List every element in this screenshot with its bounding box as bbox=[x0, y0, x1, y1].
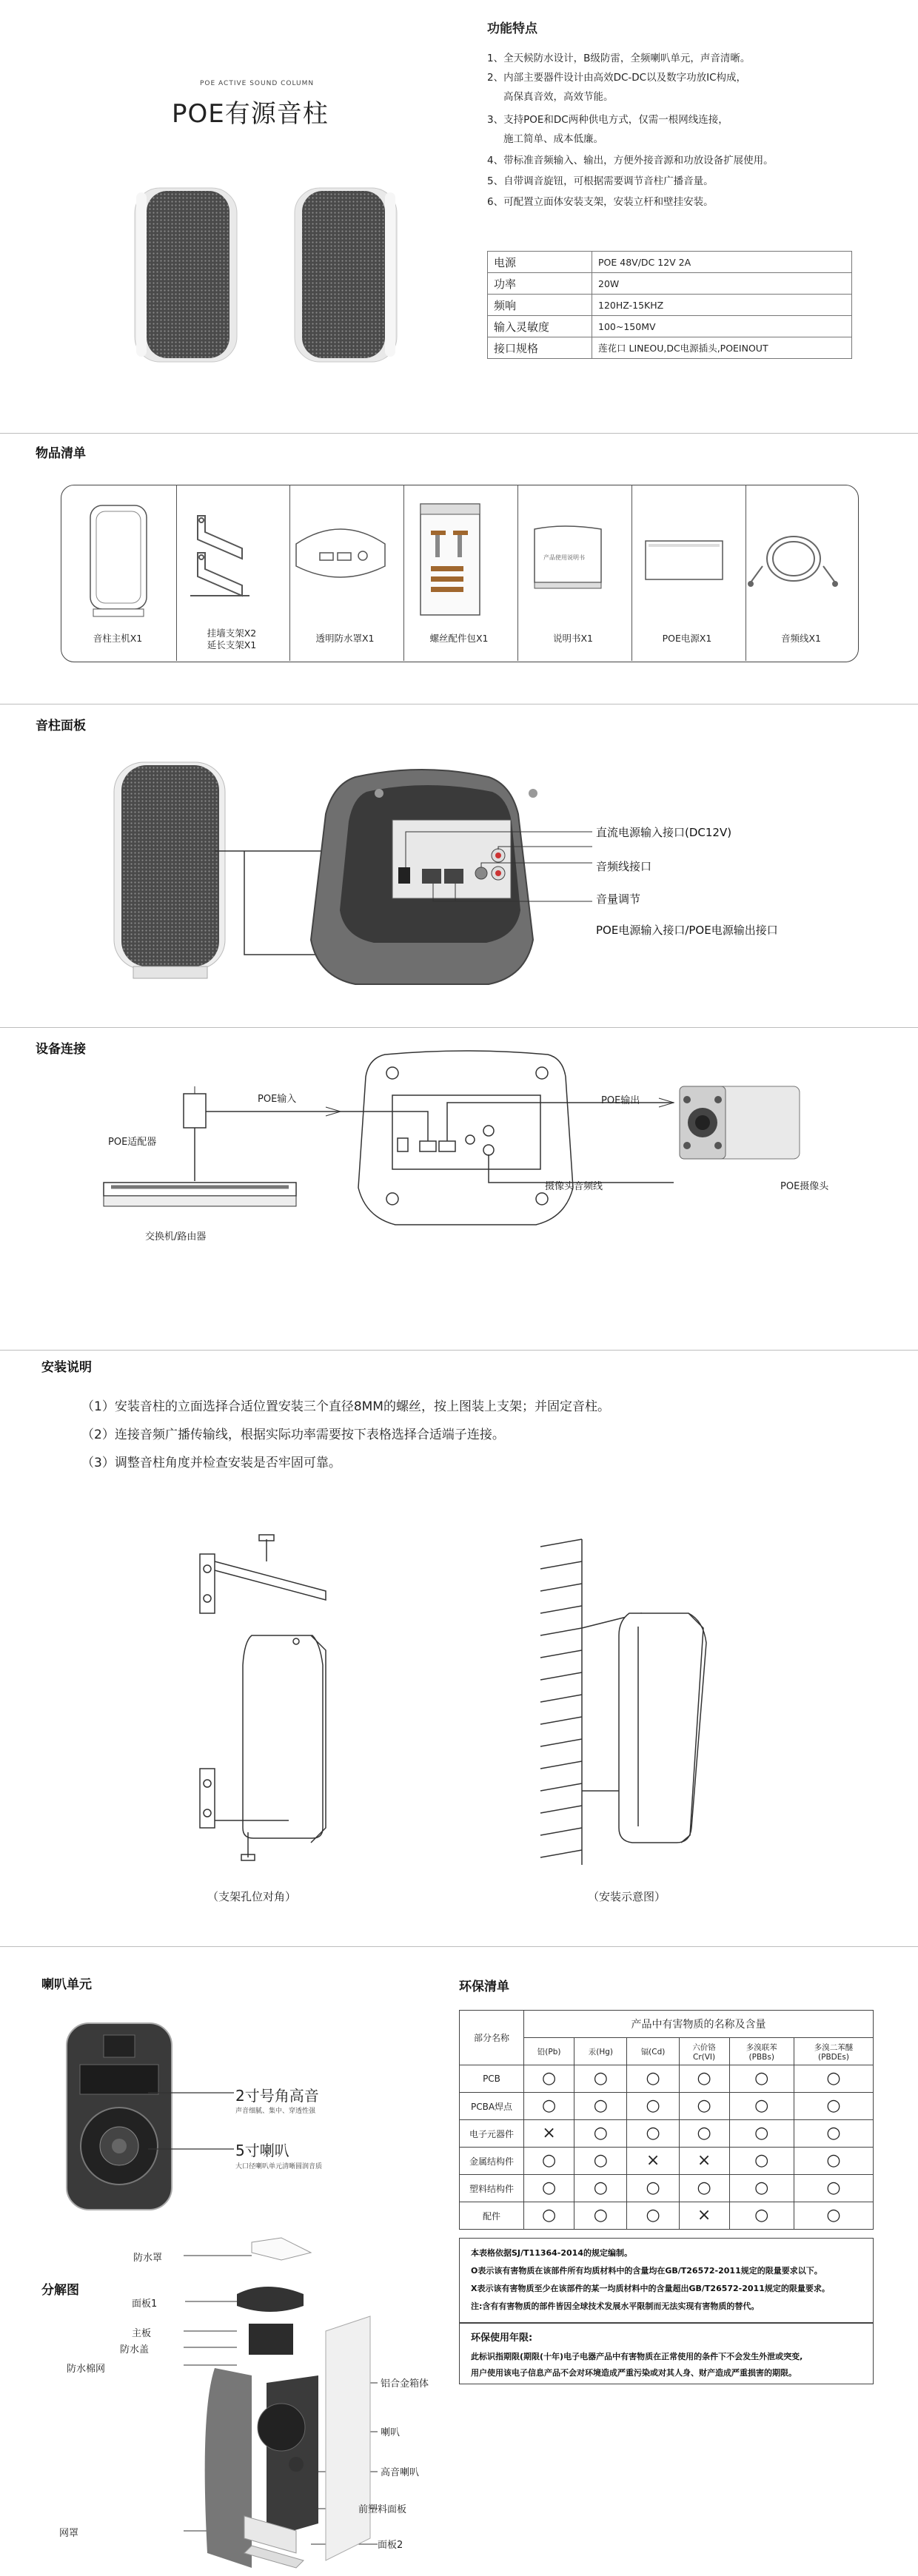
env-usage-line: 此标识指期限(期限(十年)电子电器产品中有害物质在正常使用的条件下不会发生外泄或突变, bbox=[471, 2352, 803, 2361]
divider bbox=[0, 433, 918, 434]
accessory-label: 螺丝配件包X1 bbox=[429, 633, 489, 644]
spec-row bbox=[488, 252, 852, 273]
install-caption-right: （安装示意图） bbox=[588, 1890, 666, 1903]
accessory-label: 透明防水罩X1 bbox=[315, 633, 375, 644]
env-row bbox=[460, 2175, 874, 2202]
accessories-title: 物品清单 bbox=[36, 446, 86, 461]
exploded-label-tweeter: 高音喇叭 bbox=[381, 2467, 420, 2478]
env-col-header-line: 多溴二苯醚 bbox=[814, 2042, 854, 2052]
spec-value: 120HZ-15KHZ bbox=[592, 295, 852, 316]
spec-value: 100~150MV bbox=[592, 316, 852, 337]
env-mark: ○ bbox=[729, 2148, 794, 2175]
panel-callout-poe: POE电源输入接口/POE电源输出接口 bbox=[596, 924, 778, 937]
divider bbox=[0, 1027, 918, 1028]
env-mark: × bbox=[679, 2202, 729, 2230]
env-row-name: PCBA焊点 bbox=[460, 2093, 524, 2120]
hero-title: POE有源音柱 bbox=[172, 99, 329, 129]
feature-line: 2、内部主要器件设计由高效DC-DC以及数字功放IC构成， bbox=[487, 72, 747, 84]
panel-diagram bbox=[104, 755, 637, 992]
poe-power-icon bbox=[646, 541, 723, 579]
spec-key: 接口规格 bbox=[488, 337, 592, 359]
rear-panel-image bbox=[311, 770, 537, 984]
tweeter-desc: 声音细腻、集中、穿透性强 bbox=[235, 2108, 316, 2115]
env-mark: ○ bbox=[627, 2175, 679, 2202]
env-row bbox=[460, 2093, 874, 2120]
spec-value: POE 48V/DC 12V 2A bbox=[592, 252, 852, 273]
spec-row bbox=[488, 295, 852, 316]
install-title: 安装说明 bbox=[41, 1360, 92, 1375]
env-title: 环保清单 bbox=[459, 1980, 509, 1994]
env-mark: ○ bbox=[574, 2065, 627, 2093]
connection-diagram bbox=[74, 1051, 829, 1243]
panel-title: 音柱面板 bbox=[36, 719, 86, 733]
bracket-icon bbox=[190, 516, 249, 596]
divider bbox=[0, 1350, 918, 1351]
env-col-header bbox=[794, 2038, 873, 2065]
poe-camera-icon bbox=[680, 1086, 800, 1159]
exploded-label-board: 主板 bbox=[132, 2328, 152, 2339]
speaker-icon bbox=[90, 505, 147, 616]
panel-callout-dc: 直流电源输入接口(DC12V) bbox=[596, 826, 732, 839]
env-mark: ○ bbox=[574, 2175, 627, 2202]
env-row-name: 金属结构件 bbox=[460, 2148, 524, 2175]
env-part-header: 部分名称 bbox=[460, 2011, 524, 2065]
env-mark: ○ bbox=[574, 2120, 627, 2148]
exploded-label-grille: 网罩 bbox=[59, 2528, 79, 2539]
waterproof-cover-icon bbox=[296, 529, 385, 577]
exploded-title: 分解图 bbox=[41, 2283, 79, 2298]
env-row bbox=[460, 2120, 874, 2148]
accessory-label: 音频线X1 bbox=[780, 633, 822, 644]
env-col-header-line: 多溴联苯 bbox=[746, 2042, 777, 2052]
env-mark: ○ bbox=[627, 2065, 679, 2093]
exploded-label-panel2: 面板2 bbox=[378, 2540, 403, 2551]
hero-subtitle: POE ACTIVE SOUND COLUMN bbox=[200, 80, 315, 87]
spec-row bbox=[488, 273, 852, 295]
env-mark: × bbox=[627, 2148, 679, 2175]
speaker-left bbox=[135, 188, 237, 362]
poe-adapter-label: POE适配器 bbox=[108, 1137, 157, 1148]
env-col-header: 镉(Cd) bbox=[627, 2038, 679, 2065]
env-note: O表示该有害物质在该部件所有均质材料中的含量均在GB/T26572-2011规定的限量要求以下。 bbox=[471, 2266, 822, 2276]
env-col-header-line: 六价铬 bbox=[692, 2042, 716, 2052]
env-mark: ○ bbox=[627, 2120, 679, 2148]
spec-value: 20W bbox=[592, 273, 852, 295]
exploded-label-front-panel: 前塑料面板 bbox=[358, 2504, 407, 2515]
switch-router-icon bbox=[104, 1183, 296, 1206]
env-mark: ○ bbox=[794, 2093, 873, 2120]
exploded-label-mesh: 防水棉网 bbox=[67, 2364, 106, 2375]
env-mark: ○ bbox=[627, 2093, 679, 2120]
spec-key: 功率 bbox=[488, 273, 592, 295]
feature-line: 6、可配置立面体安装支架，安装立杆和壁挂安装。 bbox=[487, 196, 714, 208]
env-row-name: 塑料结构件 bbox=[460, 2175, 524, 2202]
camera-label: POE摄像头 bbox=[780, 1181, 829, 1192]
accessory-label bbox=[178, 628, 286, 651]
env-mark: ○ bbox=[574, 2093, 627, 2120]
horn-title: 喇叭单元 bbox=[41, 1977, 92, 1992]
env-row-name: PCB bbox=[460, 2065, 524, 2093]
env-mark: ○ bbox=[574, 2202, 627, 2230]
env-mark: ○ bbox=[679, 2093, 729, 2120]
env-mark: ○ bbox=[794, 2120, 873, 2148]
spec-key: 输入灵敏度 bbox=[488, 316, 592, 337]
env-mark: ○ bbox=[524, 2065, 574, 2093]
switch-label: 交换机/路由器 bbox=[145, 1231, 207, 1242]
feature-line: 1、全天候防水设计，B级防雷，全频喇叭单元，声音清晰。 bbox=[487, 53, 751, 64]
env-mark: ○ bbox=[794, 2148, 873, 2175]
env-mark: ○ bbox=[524, 2175, 574, 2202]
install-step: （1）安装音柱的立面选择合适位置安装三个直径8MM的螺丝，按上图装上支架；并固定音柱。 bbox=[81, 1399, 610, 1414]
bracket-diagram bbox=[178, 1539, 370, 1865]
env-main-header: 产品中有害物质的名称及含量 bbox=[524, 2011, 874, 2038]
env-mark: ○ bbox=[679, 2175, 729, 2202]
env-col-header bbox=[729, 2038, 794, 2065]
env-row bbox=[460, 2065, 874, 2093]
exploded-label-housing: 铝合金箱体 bbox=[381, 2378, 429, 2390]
env-mark: ○ bbox=[729, 2120, 794, 2148]
features-title: 功能特点 bbox=[487, 21, 537, 36]
env-usage-title: 环保使用年限: bbox=[471, 2333, 533, 2344]
exploded-label-panel1: 面板1 bbox=[132, 2298, 158, 2310]
env-col-header-line: (PBDEs) bbox=[818, 2052, 849, 2062]
speaker-right bbox=[295, 188, 397, 362]
horn-callout-lines bbox=[148, 2087, 237, 2176]
env-mark: ○ bbox=[524, 2202, 574, 2230]
env-note: 注:含有有害物质的部件皆因全球技术发展水平限制而无法实现有害物质的替代。 bbox=[471, 2301, 760, 2311]
accessory-label: 说明书X1 bbox=[552, 633, 594, 644]
spec-table bbox=[487, 251, 852, 359]
spec-key: 频响 bbox=[488, 295, 592, 316]
env-col-header: 汞(Hg) bbox=[574, 2038, 627, 2065]
env-mark: ○ bbox=[729, 2175, 794, 2202]
env-col-header: 铅(Pb) bbox=[524, 2038, 574, 2065]
speaker-rear-line-drawing bbox=[358, 1051, 573, 1225]
env-col-header-line: (PBBs) bbox=[748, 2052, 774, 2062]
install-step: （2）连接音频广播传输线，根据实际功率需要按下表格选择合适端子连接。 bbox=[81, 1427, 505, 1442]
env-mark: ○ bbox=[574, 2148, 627, 2175]
env-mark: ○ bbox=[794, 2065, 873, 2093]
exploded-label-cover: 防水罩 bbox=[133, 2253, 163, 2264]
env-col-header bbox=[679, 2038, 729, 2065]
accessory-label: 音柱主机X1 bbox=[93, 633, 143, 644]
wall-mount-diagram bbox=[533, 1539, 748, 1865]
feature-line: 3、支持POE和DC两种供电方式，仅需一根网线连接， bbox=[487, 114, 728, 126]
screw-bag-icon bbox=[421, 504, 480, 615]
env-mark: ○ bbox=[679, 2065, 729, 2093]
speaker-product-image bbox=[126, 178, 415, 370]
env-mark: ○ bbox=[729, 2093, 794, 2120]
env-col-header-line: Cr(VI) bbox=[693, 2052, 716, 2062]
manual-cover-text: 产品使用说明书 bbox=[543, 554, 585, 561]
spec-value: 莲花口 LINEOU,DC电源插头,POEINOUT bbox=[592, 337, 852, 359]
spec-row bbox=[488, 316, 852, 337]
feature-line: 高保真音效，高效节能。 bbox=[503, 91, 614, 103]
exploded-label-waterproof-lid: 防水盖 bbox=[120, 2344, 150, 2355]
install-step: （3）调整音柱角度并检查安装是否牢固可靠。 bbox=[81, 1456, 341, 1470]
feature-line: 4、带标准音频输入、输出，方便外接音源和功放设备扩展使用。 bbox=[487, 155, 774, 167]
env-mark: ○ bbox=[524, 2148, 574, 2175]
env-mark: × bbox=[524, 2120, 574, 2148]
spec-row bbox=[488, 337, 852, 359]
accessory-label: POE电源X1 bbox=[662, 633, 712, 644]
env-mark: ○ bbox=[524, 2093, 574, 2120]
spec-key: 电源 bbox=[488, 252, 592, 273]
env-row bbox=[460, 2202, 874, 2230]
env-usage-line: 用户使用该电子信息产品不会对环境造成严重污染或对其人身、财产造成严重损害的期限。 bbox=[471, 2368, 797, 2378]
env-row-name: 配件 bbox=[460, 2202, 524, 2230]
install-caption-left: （支架孔位对角） bbox=[207, 1890, 297, 1903]
env-row bbox=[460, 2148, 874, 2175]
speaker-side-image bbox=[114, 762, 225, 978]
env-row-name: 电子元器件 bbox=[460, 2120, 524, 2148]
poe-input-label: POE输入 bbox=[258, 1094, 297, 1105]
feature-line: 施工简单、成本低廉。 bbox=[503, 133, 603, 145]
panel-callout-volume: 音量调节 bbox=[596, 892, 641, 906]
env-mark: ○ bbox=[679, 2120, 729, 2148]
env-table bbox=[459, 2010, 874, 2230]
env-mark: ○ bbox=[627, 2202, 679, 2230]
env-mark: ○ bbox=[794, 2175, 873, 2202]
exploded-diagram bbox=[126, 2235, 437, 2568]
exploded-label-speaker: 喇叭 bbox=[381, 2427, 401, 2438]
accessory-label-line: 挂墙支架X2 bbox=[207, 628, 257, 639]
woofer-desc: 大口径喇叭单元清晰圆润音质 bbox=[235, 2163, 323, 2170]
connection-title: 设备连接 bbox=[36, 1042, 86, 1057]
audio-cable-icon bbox=[748, 537, 837, 586]
divider bbox=[0, 1946, 918, 1947]
env-mark: ○ bbox=[729, 2202, 794, 2230]
poe-adapter-icon bbox=[184, 1086, 206, 1128]
panel-callout-audio: 音频线接口 bbox=[596, 860, 652, 873]
camera-cable-label: 摄像头音频线 bbox=[545, 1181, 603, 1192]
env-mark: ○ bbox=[729, 2065, 794, 2093]
poe-output-label: POE输出 bbox=[601, 1095, 640, 1106]
feature-line: 5、自带调音旋钮，可根据需要调节音柱广播音量。 bbox=[487, 175, 714, 187]
env-note: 本表格依据SJ/T11364-2014的规定编制。 bbox=[471, 2248, 632, 2258]
env-mark: × bbox=[679, 2148, 729, 2175]
env-note: X表示该有害物质至少在该部件的某一均质材料中的含量超出GB/T26572-2011规定的限量要求。 bbox=[471, 2284, 830, 2293]
accessory-label-line: 延长支架X1 bbox=[207, 639, 257, 650]
env-mark: ○ bbox=[794, 2202, 873, 2230]
woofer-title: 5寸喇叭 bbox=[235, 2142, 289, 2159]
tweeter-title: 2寸号角高音 bbox=[235, 2087, 319, 2105]
